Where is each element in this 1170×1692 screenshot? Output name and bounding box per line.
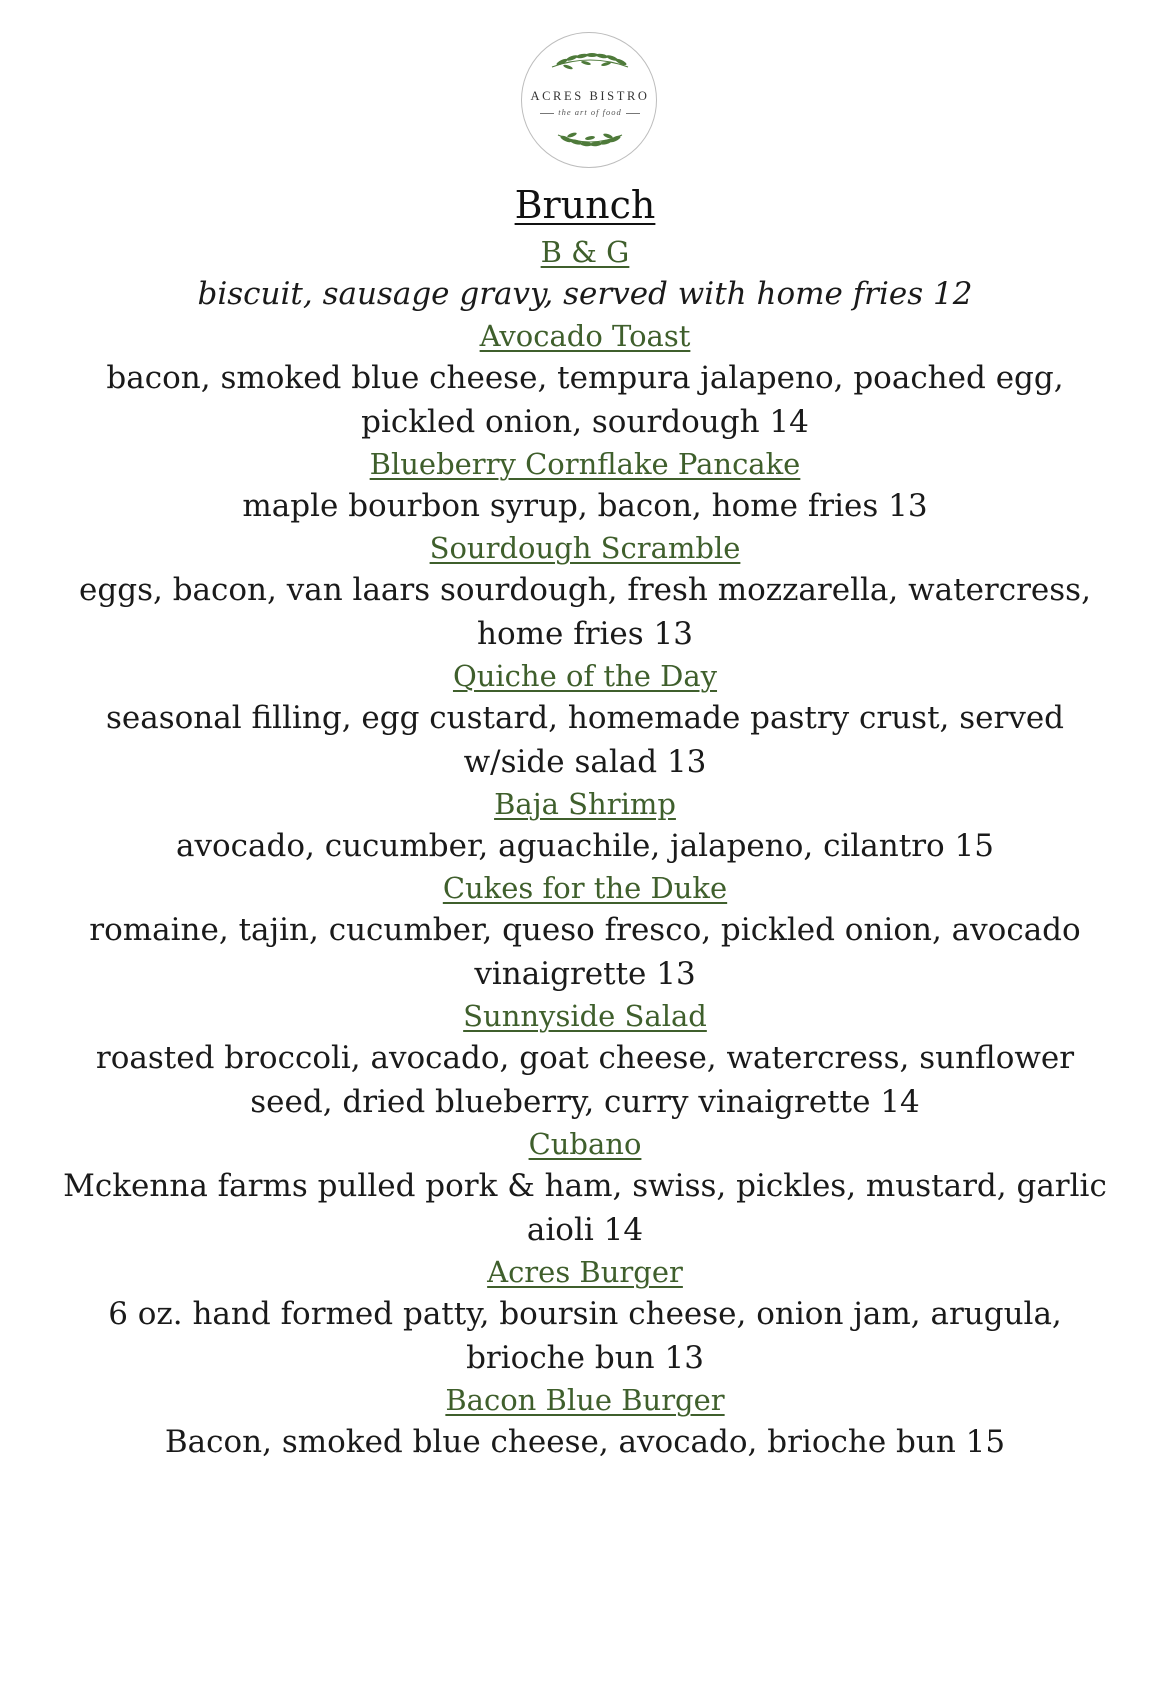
menu-item-name: Cukes for the Duke [442,871,728,905]
menu-item [0,996,1170,1124]
menu-item-description: Bacon, smoked blue cheese, avocado, brioche bun 15 [164,1424,1006,1460]
menu-item-description: avocado, cucumber, aguachile, jalapeno, cilantro 15 [176,828,994,864]
menu-item [0,868,1170,996]
menu-item [0,444,1170,528]
menu-item-description: seasonal filling, egg custard, homemade pastry crust, served w/side salad 13 [105,700,1065,780]
menu-item-name: Sunnyside Salad [463,999,707,1033]
page-title: Brunch [514,183,656,227]
leaf-branch-icon [522,125,658,155]
menu-item-name: Sourdough Scramble [429,531,741,565]
menu-item [0,1380,1170,1464]
leaf-branch-icon [522,45,658,75]
menu-item-description: maple bourbon syrup, bacon, home fries 13 [242,488,928,524]
menu-item-name: Acres Burger [487,1255,683,1289]
menu-item [0,316,1170,444]
menu-item-name: Baja Shrimp [494,787,676,821]
menu-item-description: roasted broccoli, avocado, goat cheese, watercress, sunflower seed, dried blueberry, curry vinaigrette 14 [95,1040,1075,1120]
menu-item-name: Avocado Toast [479,319,691,353]
menu-item-description: biscuit, sausage gravy, served with home fries 12 [197,276,973,312]
menu-item-description: romaine, tajin, cucumber, queso fresco, pickled onion, avocado vinaigrette 13 [89,912,1081,992]
menu-item [0,1252,1170,1380]
menu-item-name: B & G [540,235,630,269]
menu-item-description: bacon, smoked blue cheese, tempura jalapeno, poached egg, pickled onion, sourdough 14 [106,360,1064,440]
menu-list [0,232,1170,1464]
menu-item-name: Blueberry Cornflake Pancake [369,447,801,481]
menu-item [0,232,1170,316]
menu-item-name: Cubano [528,1127,642,1161]
menu-item-name: Quiche of the Day [452,659,718,693]
menu-item-description: 6 oz. hand formed patty, boursin cheese, onion jam, arugula, brioche bun 13 [108,1296,1062,1376]
restaurant-logo [521,32,657,168]
menu-item-description: Mckenna farms pulled pork & ham, swiss, pickles, mustard, garlic aioli 14 [63,1168,1107,1248]
logo-tagline: the art of food [522,107,658,117]
logo-brand-name: ACRES BISTRO [530,89,650,103]
menu-item [0,1124,1170,1252]
menu-item [0,656,1170,784]
menu-item [0,528,1170,656]
menu-item-description: eggs, bacon, van laars sourdough, fresh mozzarella, watercress, home fries 13 [79,572,1091,652]
menu-item-name: Bacon Blue Burger [445,1383,725,1417]
menu-item [0,784,1170,868]
